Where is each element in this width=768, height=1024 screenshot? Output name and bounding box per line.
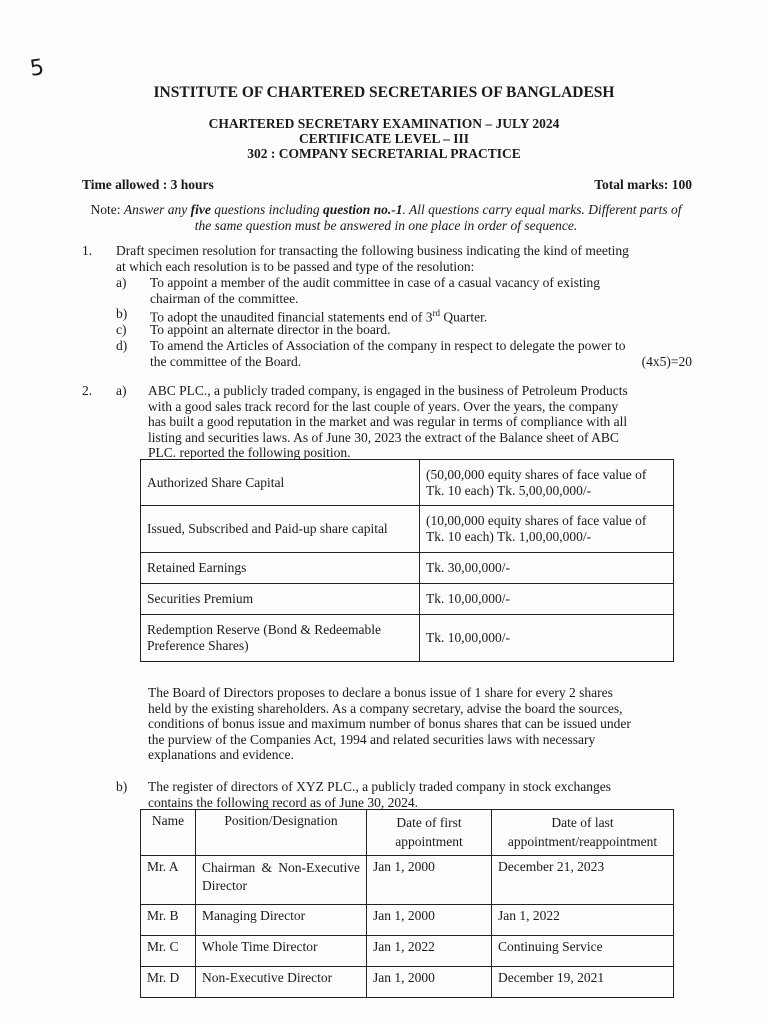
director-position: Whole Time Director (196, 936, 367, 967)
bs-item: Retained Earnings (141, 553, 420, 584)
director-position: Non-Executive Director (196, 967, 367, 998)
bs-item: Authorized Share Capital (141, 460, 420, 506)
time-allowed: Time allowed : 3 hours (82, 177, 214, 192)
q2b-label: b) (116, 779, 128, 794)
q2a-text (148, 383, 672, 461)
q2b-line: The register of directors of XYZ PLC., a publicly traded company in stock exchanges (148, 779, 611, 794)
note-part2: questions including (210, 202, 323, 217)
bs-item-line: Redemption Reserve (Bond & Redeemable (147, 622, 381, 637)
col-header-name: Name (141, 810, 196, 856)
note-label: Note: (90, 202, 124, 217)
q2a-line: ABC PLC., a publicly traded company, is engaged in the business of Petroleum Products (148, 383, 628, 398)
director-first-appointment: Jan 1, 2000 (367, 905, 492, 936)
director-last-appointment: December 21, 2023 (492, 856, 674, 905)
bs-value: Tk. 10,00,000/- (420, 584, 674, 615)
q2b-text (148, 779, 672, 810)
q1-number: 1. (82, 243, 93, 258)
q1-item-b-text: To adopt the unaudited financial statements end of 3 (150, 309, 433, 325)
q1-item-label: a) (116, 275, 127, 290)
director-name: Mr. B (141, 905, 196, 936)
table-row (141, 856, 674, 905)
col-header-last-appointment: Date of last appointment/reappointment (492, 810, 674, 856)
q1-item-label: d) (116, 338, 128, 353)
q1-item-d-line1: To amend the Articles of Association of the company in respect to delegate the power to (150, 338, 626, 353)
note-part3: . All questions carry equal marks. Different parts of the same question must be answered in one place in order of sequence. (194, 202, 682, 233)
table-header-row (141, 810, 674, 856)
director-first-appointment: Jan 1, 2022 (367, 936, 492, 967)
exam-note (86, 202, 686, 234)
q2a-follow-line: explanations and evidence. (148, 747, 294, 762)
q2a-label: a) (116, 383, 127, 398)
q2a-line: with a good sales track record for the last couple of years. Over the years, the company (148, 398, 619, 414)
director-first-appointment: Jan 1, 2000 (367, 967, 492, 998)
q1-item (150, 275, 672, 306)
table-row (141, 553, 674, 584)
table-row (141, 506, 674, 553)
note-part1: Answer any (123, 202, 191, 217)
q2b-line: contains the following record as of June 30, 2024. (148, 794, 418, 810)
q1-item-b-sup: rd (432, 308, 440, 318)
q1-item-label: b) (116, 306, 128, 321)
bs-value: Tk. 30,00,000/- (420, 553, 674, 584)
bs-value (420, 506, 674, 553)
table-row (141, 967, 674, 998)
bs-value-line: (50,00,000 equity shares of face value of (426, 466, 647, 482)
q2a-followup (148, 685, 670, 763)
directors-register-table (140, 809, 674, 998)
q1-intro-line2: at which each resolution is to be passed and type of the resolution: (116, 258, 475, 274)
q2a-line: has built a good reputation in the market and was regular in terms of compliance with all (148, 414, 628, 429)
bs-item-line: Preference Shares) (147, 638, 249, 653)
q2a-line: listing and securities laws. As of June 30, 2023 the extract of the Balance sheet of ABC (148, 429, 619, 445)
bs-item (141, 615, 420, 662)
bs-value-line: Tk. 10 each) Tk. 5,00,00,000/- (426, 482, 592, 498)
q2-number: 2. (82, 383, 93, 398)
table-row (141, 460, 674, 506)
q1-item-d-line2: the committee of the Board. (150, 353, 302, 369)
note-bold2: question no.-1 (322, 202, 403, 217)
handwritten-page-mark: 5 (28, 55, 46, 82)
institute-title: INSTITUTE OF CHARTERED SECRETARIES OF BANGLADESH (153, 84, 615, 101)
note-bold1: five (190, 202, 211, 217)
col-header-position: Position/Designation (196, 810, 367, 856)
q2a-follow-line: conditions of bonus issue and maximum number of bonus shares that can be issued under (148, 716, 631, 731)
bs-value (420, 460, 674, 506)
director-name: Mr. C (141, 936, 196, 967)
bs-value-line: Tk. 10 each) Tk. 1,00,00,000/- (426, 529, 592, 544)
q1-marks: (4x5)=20 (641, 354, 692, 369)
q2a-follow-line: held by the existing shareholders. As a company secretary, advise the board the sources, (148, 700, 623, 716)
director-position: Managing Director (196, 905, 367, 936)
q2a-follow-line: The Board of Directors proposes to declare a bonus issue of 1 share for every 2 shares (148, 685, 613, 700)
col-header-first-appointment: Date of first appointment (367, 810, 492, 856)
q1-item-b-tail: Quarter. (439, 309, 488, 325)
bs-value: Tk. 10,00,000/- (420, 615, 674, 662)
balance-sheet-table (140, 459, 674, 662)
q1-item-label: c) (116, 322, 127, 337)
q1-intro (116, 243, 674, 274)
subject-title: 302 : COMPANY SECRETARIAL PRACTICE (247, 146, 521, 161)
total-marks: Total marks: 100 (594, 177, 692, 192)
director-last-appointment: December 19, 2021 (492, 967, 674, 998)
q2a-follow-line: the purview of the Companies Act, 1994 and related securities laws with necessary (148, 731, 596, 747)
table-row (141, 615, 674, 662)
q2a-line: PLC. reported the following position. (148, 445, 351, 460)
bs-value-line: (10,00,000 equity shares of face value of (426, 513, 647, 528)
director-name: Mr. A (141, 856, 196, 905)
director-name: Mr. D (141, 967, 196, 998)
exam-title: CHARTERED SECRETARY EXAMINATION – JULY 2024 (208, 116, 560, 131)
bs-item: Issued, Subscribed and Paid-up share capital (141, 506, 420, 553)
table-row (141, 905, 674, 936)
q1-item-a-line2: chairman of the committee. (150, 290, 299, 306)
bs-item: Securities Premium (141, 584, 420, 615)
q1-item: To appoint an alternate director in the board. (150, 322, 391, 337)
level-title: CERTIFICATE LEVEL – III (299, 131, 469, 146)
director-position: Chairman & Non-Executive Director (196, 856, 367, 905)
q1-item-a-line1: To appoint a member of the audit committee in case of a casual vacancy of existing (150, 275, 601, 290)
director-first-appointment: Jan 1, 2000 (367, 856, 492, 905)
table-row (141, 936, 674, 967)
q1-item (150, 338, 672, 369)
q1-intro-line1: Draft specimen resolution for transacting the following business indicating the kind of meeting (116, 243, 629, 258)
director-last-appointment: Continuing Service (492, 936, 674, 967)
table-row (141, 584, 674, 615)
director-last-appointment: Jan 1, 2022 (492, 905, 674, 936)
